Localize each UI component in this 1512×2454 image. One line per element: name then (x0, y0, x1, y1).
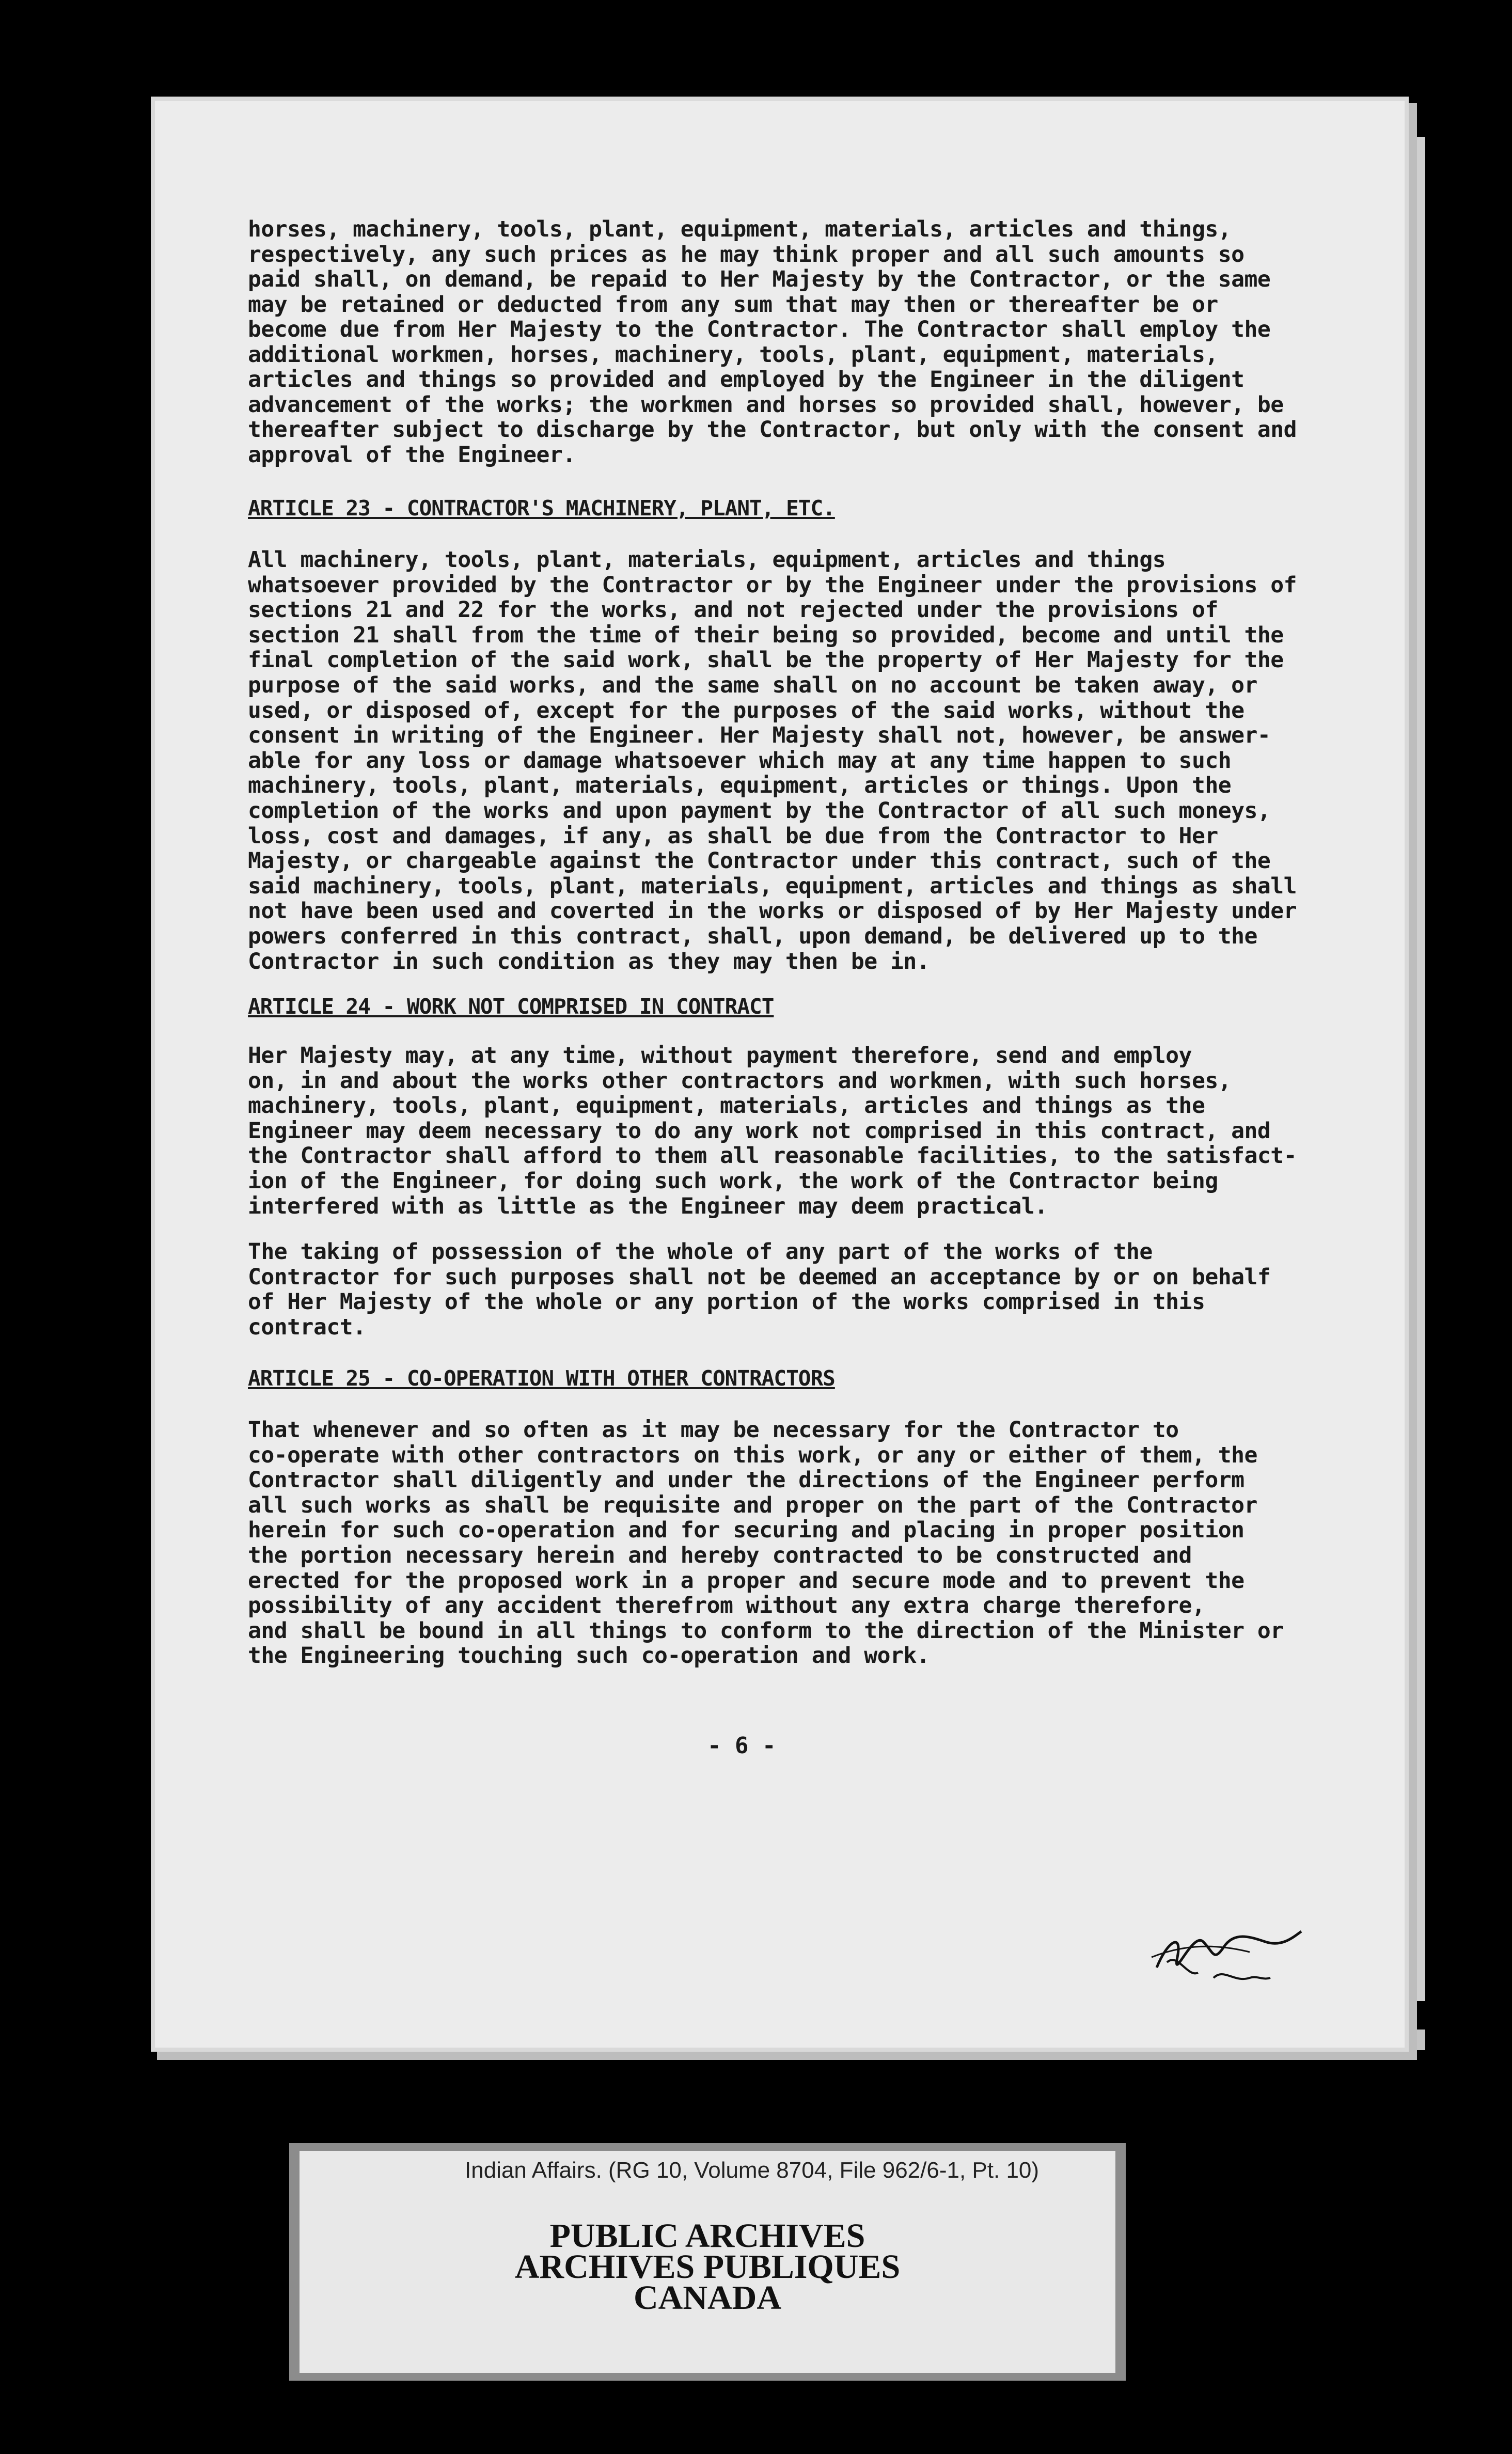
text-line: section 21 shall from the time of their being so provided, become and until the (248, 622, 1284, 648)
text-line: loss, cost and damages, if any, as shall be due from the Contractor to Her (248, 823, 1218, 849)
text-line: become due from Her Majesty to the Contractor. The Contractor shall employ the (248, 317, 1271, 342)
text-line: may be retained or deducted from any sum that may then or thereafter be or (248, 291, 1218, 318)
text-line: powers conferred in this contract, shall, upon demand, be delivered up to the (248, 923, 1257, 949)
text-line: All machinery, tools, plant, materials, equipment, articles and things (248, 547, 1166, 573)
text-line: respectively, any such prices as he may think proper and all such amounts so (248, 241, 1245, 268)
text-line: the Engineering touching such co-operation and work. (248, 1643, 930, 1669)
text-line: Contractor shall diligently and under the directions of the Engineer perform (248, 1467, 1245, 1493)
article-24-heading: ARTICLE 24 - WORK NOT COMPRISED IN CONTRACT (248, 994, 774, 1019)
text-line: contract. (248, 1314, 366, 1340)
text-line: articles and things so provided and employed by the Engineer in the diligent (248, 367, 1245, 392)
text-line: machinery, tools, plant, equipment, materials, articles and things as the (248, 1093, 1205, 1119)
text-line: the Contractor shall afford to them all reasonable facilities, to the satisfact- (248, 1143, 1297, 1169)
article-23-heading: ARTICLE 23 - CONTRACTOR'S MACHINERY, PLANT, ETC. (248, 496, 835, 521)
text-line: paid shall, on demand, be repaid to Her Majesty by the Contractor, or the same (248, 266, 1271, 292)
text-line: final completion of the said work, shall be the property of Her Majesty for the (248, 647, 1284, 673)
text-line: Contractor in such condition as they may then be in. (248, 948, 930, 974)
text-line: on, in and about the works other contractors and workmen, with such horses, (248, 1067, 1232, 1094)
text-line: That whenever and so often as it may be necessary for the Contractor to (248, 1417, 1179, 1443)
text-line: interfered with as little as the Engineer may deem practical. (248, 1193, 1048, 1219)
text-line: Her Majesty may, at any time, without payment therefore, send and employ (248, 1043, 1192, 1068)
text-line: and shall be bound in all things to conform to the direction of the Minister or (248, 1617, 1284, 1644)
text-line: The taking of possession of the whole of any part of the works of the (248, 1239, 1153, 1265)
text-line: erected for the proposed work in a proper and secure mode and to prevent the (248, 1567, 1245, 1594)
stamp-canada: CANADA (634, 2279, 781, 2317)
text-line: sections 21 and 22 for the works, and not rejected under the provisions of (248, 597, 1218, 623)
stamp-public-archives: PUBLIC ARCHIVES (549, 2217, 865, 2255)
text-line: all such works as shall be requisite and proper on the part of the Contractor (248, 1492, 1257, 1518)
text-line: purpose of the said works, and the same shall on no account be taken away, or (248, 672, 1257, 698)
text-line: the portion necessary herein and hereby contracted to be constructed and (248, 1543, 1192, 1568)
text-line: horses, machinery, tools, plant, equipment, materials, articles and things, (248, 216, 1232, 242)
text-line: consent in writing of the Engineer. Her Majesty shall not, however, be answer- (248, 722, 1271, 749)
text-line: possibility of any accident therefrom without any extra charge therefore, (248, 1593, 1205, 1619)
text-line: ion of the Engineer, for doing such work, the work of the Contractor being (248, 1168, 1218, 1194)
text-line: machinery, tools, plant, materials, equipment, articles or things. Upon the (248, 773, 1232, 799)
text-line: advancement of the works; the workmen and horses so provided shall, however, be (248, 391, 1284, 418)
text-line: approval of the Engineer. (248, 442, 576, 468)
page-edge (1405, 137, 1425, 2001)
text-line: said machinery, tools, plant, materials, equipment, articles and things as shall (248, 873, 1297, 899)
text-line: additional workmen, horses, machinery, tools, plant, equipment, materials, (248, 341, 1218, 368)
text-line: used, or disposed of, except for the purposes of the said works, without the (248, 697, 1245, 723)
stamp-archives-publiques: ARCHIVES PUBLIQUES (514, 2248, 901, 2286)
article-25-heading: ARTICLE 25 - CO-OPERATION WITH OTHER CONTRACTORS (248, 1366, 835, 1391)
handwritten-initials (1146, 1911, 1312, 1993)
text-line: whatsoever provided by the Contractor or by the Engineer under the provisions of (248, 572, 1297, 598)
text-line: not have been used and coverted in the works or disposed of by Her Majesty under (248, 898, 1297, 924)
text-line: herein for such co-operation and for securing and placing in proper position (248, 1517, 1245, 1544)
text-line: Engineer may deem necessary to do any work not comprised in this contract, and (248, 1118, 1271, 1144)
page-number: - 6 - (707, 1733, 776, 1759)
text-line: co-operate with other contractors on this work, or any or either of them, the (248, 1442, 1257, 1468)
text-line: completion of the works and upon payment by the Contractor of all such moneys, (248, 798, 1271, 824)
text-line: able for any loss or damage whatsoever which may at any time happen to such (248, 747, 1232, 774)
text-line: Contractor for such purposes shall not be deemed an acceptance by or on behalf (248, 1264, 1271, 1290)
text-line: Majesty, or chargeable against the Contractor under this contract, such of the (248, 848, 1271, 874)
text-line: thereafter subject to discharge by the Contractor, but only with the consent and (248, 417, 1297, 443)
text-line: of Her Majesty of the whole or any portion of the works comprised in this (248, 1289, 1205, 1315)
archives-reference: Indian Affairs. (RG 10, Volume 8704, File 962/6-1, Pt. 10) (465, 2158, 1040, 2183)
